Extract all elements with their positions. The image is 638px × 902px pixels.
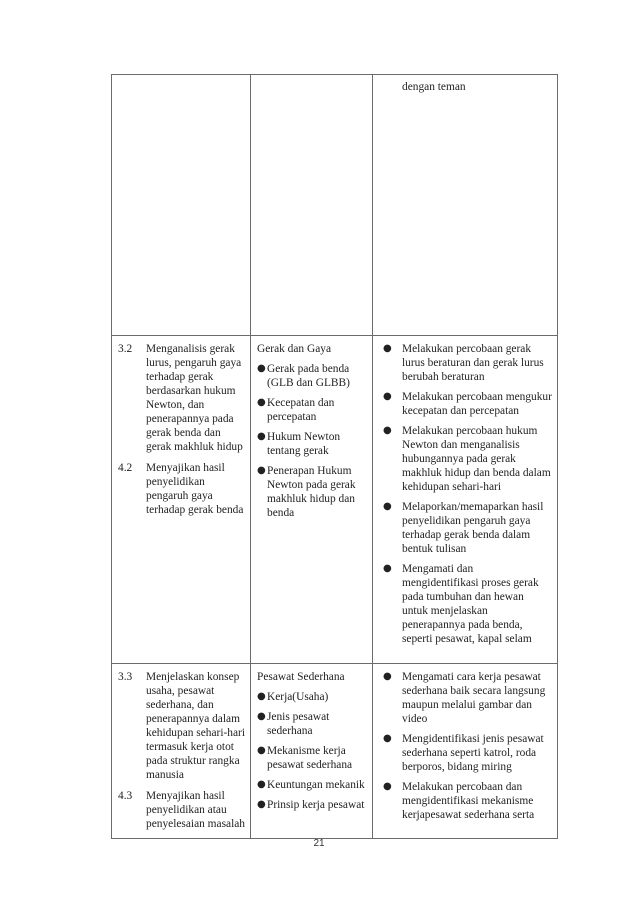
- continuation-row: [112, 75, 558, 336]
- list-item: [257, 464, 367, 520]
- list-item-text: Penerapan Hukum Newton pada gerak makhluk hidup dan benda: [267, 465, 356, 519]
- list-item: [257, 744, 367, 772]
- kd-text: Menyajikan hasil penyelidikan pengaruh gaya terhadap gerak benda: [146, 462, 244, 516]
- bullet-icon: ●: [257, 745, 266, 756]
- page-number: 21: [313, 838, 325, 849]
- list-item: [379, 732, 552, 774]
- materi-title: Gerak dan Gaya: [257, 343, 332, 355]
- kd-cell: [112, 75, 251, 336]
- bullet-icon: ●: [383, 563, 392, 574]
- list-item: [257, 396, 367, 424]
- bullet-icon: ●: [257, 691, 266, 702]
- bullet-icon: ●: [383, 671, 392, 682]
- materi-cell: [251, 336, 373, 664]
- bullet-icon: ●: [383, 733, 392, 744]
- kd-number: 3.3: [118, 671, 133, 683]
- bullet-icon: ●: [383, 501, 392, 512]
- bullet-icon: ●: [257, 431, 266, 442]
- list-item: [257, 798, 367, 812]
- table-row: [112, 664, 558, 839]
- kd-text: Menyajikan hasil penyelidikan atau penyelesaian masalah: [146, 790, 245, 830]
- kd-item: [118, 461, 245, 517]
- list-item-text: Mengamati cara kerja pesawat sederhana baik secara langsung maupun melalui gambar dan video: [402, 671, 546, 725]
- list-item-text: Melakukan percobaan hukum Newton dan menganalisis hubungannya pada gerak makhluk hidup dan benda dalam kehidupan sehari-hari: [402, 425, 551, 493]
- bullet-icon: ●: [383, 781, 392, 792]
- list-item-text: Melakukan percobaan gerak lurus beraturan dan gerak lurus berubah beraturan: [402, 343, 544, 383]
- list-item: [257, 690, 367, 704]
- bullet-icon: ●: [383, 391, 392, 402]
- list-item: [379, 500, 552, 556]
- kd-item: [118, 670, 245, 782]
- list-item: [379, 562, 552, 646]
- kegiatan-list: [379, 670, 552, 822]
- list-item-text: Hukum Newton tentang gerak: [267, 431, 341, 457]
- syllabus-table: [111, 74, 558, 839]
- list-item-text: Mengamati dan mengidentifikasi proses gerak pada tumbuhan dan hewan untuk menjelaskan penerapannya pada benda, seperti pesawat, kapal selam: [402, 563, 539, 645]
- bullet-icon: ●: [257, 711, 266, 722]
- kegiatan-list: [379, 342, 552, 646]
- bullet-icon: ●: [383, 343, 392, 354]
- bullet-icon: ●: [383, 425, 392, 436]
- list-item: [257, 362, 367, 390]
- materi-cell: [251, 75, 373, 336]
- kd-item: [118, 342, 245, 454]
- kd-number: 3.2: [118, 343, 133, 355]
- kd-cell: [112, 664, 251, 839]
- list-item-text: Jenis pesawat sederhana: [267, 711, 330, 737]
- kd-cell: [112, 336, 251, 664]
- list-item-text: Kecepatan dan percepatan: [267, 397, 335, 423]
- bullet-icon: ●: [257, 465, 266, 476]
- list-item: [379, 390, 552, 418]
- kd-number: 4.2: [118, 462, 133, 474]
- kd-text: Menjelaskan konsep usaha, pesawat sederhana, dan penerapannya dalam kehidupan sehari-hari termasuk kerja otot pada struktur rangka manusia: [146, 671, 245, 781]
- list-item-text: Gerak pada benda (GLB dan GLBB): [267, 363, 350, 389]
- bullet-icon: ●: [257, 363, 266, 374]
- kd-text: Menganalisis gerak lurus, pengaruh gaya terhadap gerak berdasarkan hukum Newton, dan penerapannya pada gerak benda dan gerak makhluk hidup: [146, 343, 243, 453]
- kegiatan-continuation-text: dengan teman: [402, 81, 466, 93]
- list-item: [257, 430, 367, 458]
- list-item-text: Mekanisme kerja pesawat sederhana: [267, 745, 353, 771]
- materi-cell: [251, 664, 373, 839]
- materi-list: [257, 690, 367, 812]
- kegiatan-cell: [373, 336, 558, 664]
- list-item: [379, 342, 552, 384]
- bullet-icon: ●: [257, 397, 266, 408]
- kd-item: [118, 789, 245, 831]
- list-item: [257, 778, 367, 792]
- list-item-text: Prinsip kerja pesawat: [267, 799, 365, 811]
- list-item-text: Mengidentifikasi jenis pesawat sederhana seperti katrol, roda berporos, bidang miring: [402, 733, 544, 773]
- materi-title: Pesawat Sederhana: [257, 671, 345, 683]
- list-item: [379, 670, 552, 726]
- bullet-icon: ●: [257, 779, 266, 790]
- kegiatan-cell: [373, 664, 558, 839]
- list-item: [379, 780, 552, 822]
- list-item-text: Melakukan percobaan dan mengidentifikasi mekanisme kerjapesawat sederhana serta: [402, 781, 535, 821]
- kd-number: 4.3: [118, 790, 133, 802]
- list-item-text: Kerja(Usaha): [267, 691, 329, 703]
- list-item-text: Melakukan percobaan mengukur kecepatan dan percepatan: [402, 391, 552, 417]
- list-item: [379, 424, 552, 494]
- list-item-text: Keuntungan mekanik: [267, 779, 365, 791]
- table-row: [112, 336, 558, 664]
- materi-list: [257, 362, 367, 520]
- kegiatan-cell: [373, 75, 558, 336]
- bullet-icon: ●: [257, 799, 266, 810]
- list-item-text: Melaporkan/memaparkan hasil penyelidikan pengaruh gaya terhadap gerak benda dalam bentuk tulisan: [402, 501, 544, 555]
- list-item: [257, 710, 367, 738]
